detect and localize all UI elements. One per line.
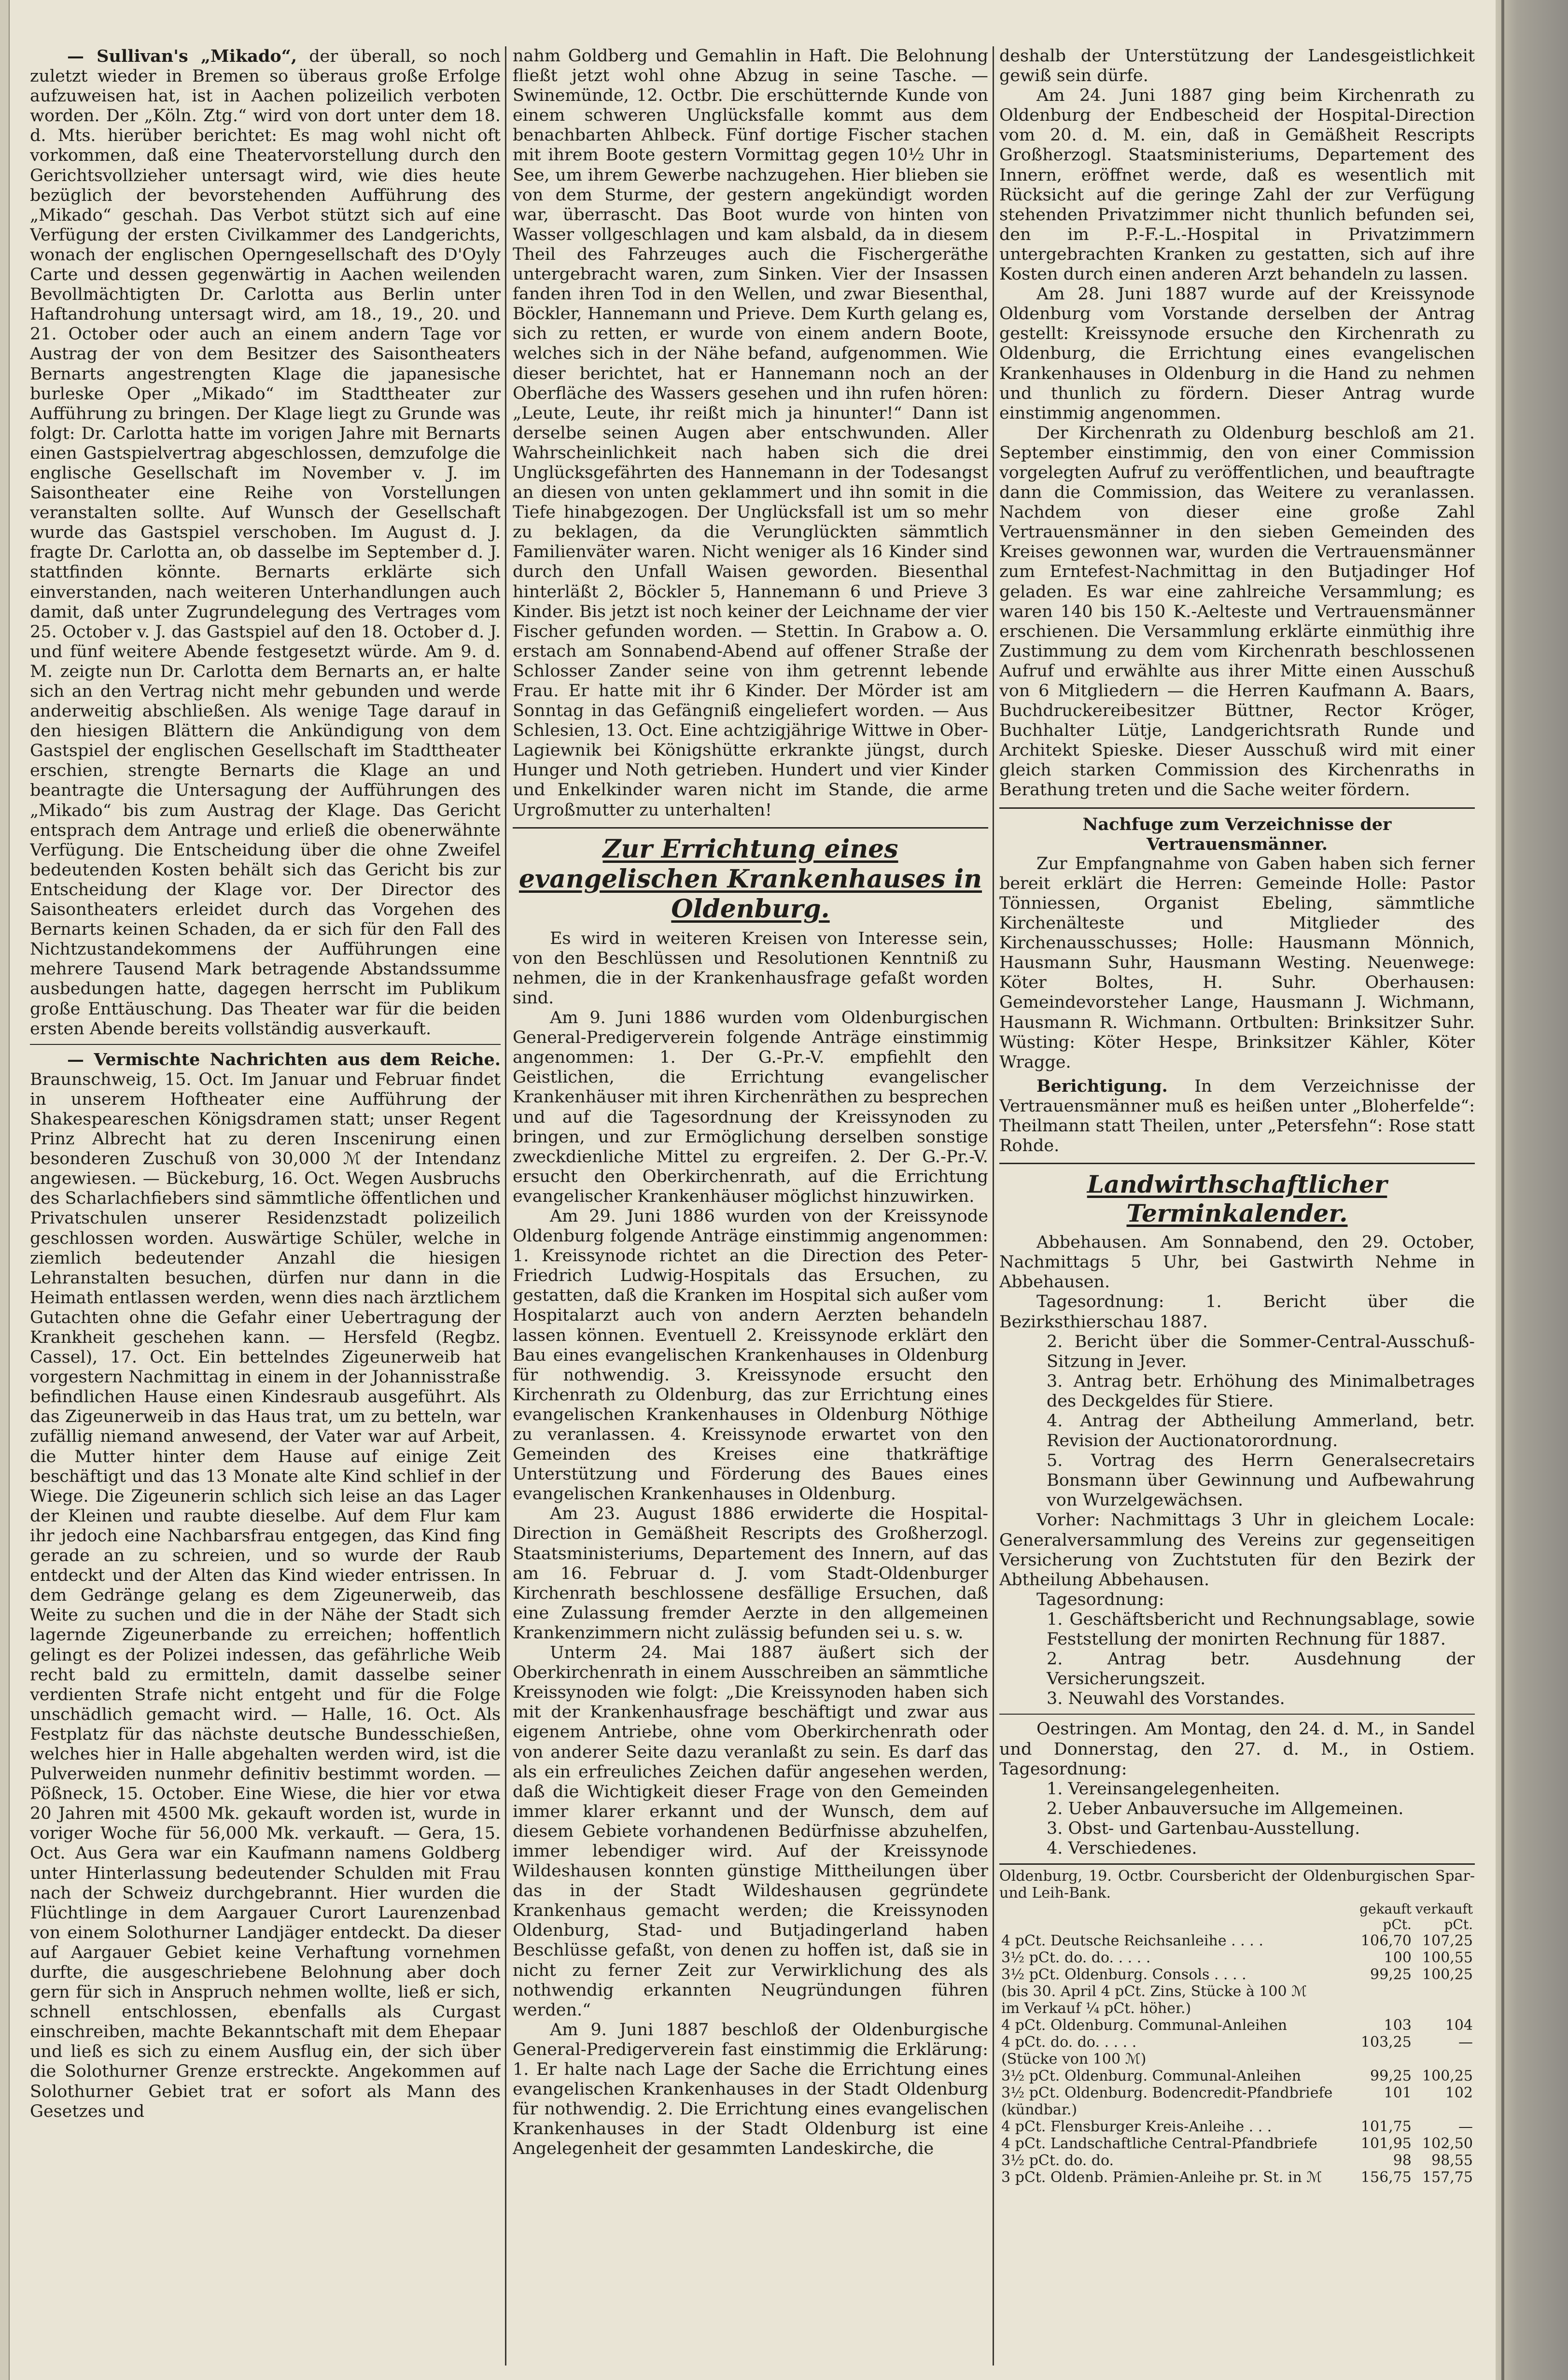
table-row — [999, 1983, 1475, 2000]
table-row — [999, 2034, 1475, 2051]
divider — [999, 1163, 1475, 1164]
price-sold: — — [1458, 2118, 1473, 2136]
table-row — [999, 2169, 1475, 2186]
price-bought: 101,75 — [1360, 2118, 1412, 2136]
price-sold: 104 — [1445, 2017, 1473, 2034]
krankenhaus-headline: Zur Errichtung eines evangelischen Krankenhauses in Oldenburg. — [518, 834, 982, 924]
security-name: 3½ pCt. do. do. . . . . — [1001, 1949, 1151, 1967]
price-bought: 101 — [1384, 2084, 1412, 2102]
price-bought — [1353, 2000, 1414, 2017]
price-sold: 100,55 — [1422, 1949, 1473, 1967]
price-bought: 156,75 — [1360, 2169, 1412, 2186]
price-sold — [1414, 1983, 1475, 2000]
krankenhaus-paragraph: Am 29. Juni 1886 wurden von der Kreissynode Oldenburg folgende Anträge einstimmig angenommen: 1. Kreissynode richtet an die Direction des Peter-Friedrich Ludwig-Hospitals das Ersuchen, zu gestatten, daß die Kranken im Hospital sich außer vom Hospitalarzt auch von andern Aerzten behandeln lassen können. Eventuell 2. Kreissynode erklärt den Bau eines evangelischen Krankenhauses in Oldenburg für nothwendig. 3. Kreissynode ersucht den Kirchenrath zu Oldenburg, das zur Errichtung eines evangelischen Krankenhauses in Oldenburg Nöthige zu veranlassen. 4. Kreissynode erwartet von den Gemeinden des Kreises eine thatkräftige Unterstützung und Förderung des Baues eines evangelischen Krankenhauses in Oldenburg. — [513, 1206, 988, 1504]
column-1 — [30, 46, 501, 2366]
krankenhaus-paragraph: Am 9. Juni 1887 beschloß der Oldenburgische General-Predigerverein fast einstimmig die Erklärung: 1. Er halte nach Lage der Sache die Errichtung eines evangelischen Krankenhauses in der Stadt Oldenburg für nothwendig. 2. Die Errichtung eines evangelischen Krankenhauses in der Stadt Oldenburg ist eine Angelegenheit der gesammten Landeskirche, die — [513, 2020, 988, 2159]
vorher-text: Vorher: Nachmittags 3 Uhr in gleichem Locale: Generalversammlung des Vereins zur gegenseitigen Versicherung von Zuchtstuten für den Bezirk der Abtheilung Abbehausen. — [999, 1510, 1475, 1590]
table-header-row — [999, 1917, 1475, 1932]
reich-text: Braunschweig, 15. Oct. Im Januar und Februar findet in unserem Hoftheater eine Aufführung der Shakespeareschen Königsdramen statt; unser Regent Prinz Albrecht hat zu deren Inscenirung einen besonderen Zuschuß von 30,000 ℳ der Intendanz angewiesen. — Bückeburg, 16. Oct. Wegen Ausbruchs des Scharlachfiebers sind sämmtliche öffentlichen und Privatschulen unserer Residenzstadt polizeilich geschlossen worden. Auswärtige Schüler, welche in ziemlich bedeutender Anzahl die hiesigen Lehranstalten besuchen, dürfen nur dann in die Heimath entlassen werden, wenn dies nach ärztlichem Gutachten ohne die Gefahr einer Uebertragung der Krankheit geschehen kann. — Hersfeld (Regbz. Cassel), 17. Oct. Ein bettelndes Zigeunerweib hat vorgestern Nachmittag in einem in der Johannisstraße befindlichen Hause einen Kindesraub ausgeführt. Als das Zigeunerweib in das Haus trat, um zu betteln, war zufällig niemand anwesend, der Vater war auf Arbeit, die Mutter hinter dem Hause auf einige Zeit beschäftigt und das 13 Monate alte Kind schlief in der Wiege. Die Zigeunerin schlich sich leise an das Lager der Kleinen und raubte dieselbe. Auf dem Flur kam ihr jedoch eine Nachbarsfrau entgegen, das Kind fing gerade an zu schreien, und so wurde der Raub entdeckt und der Alten das Kind wieder entrissen. In dem Gedränge gelang es dem Zigeunerweib, das Weite zu suchen und die in der Nähe der Stadt sich lagernde Zigeunerbande zu erreichen; hoffentlich gelingt es der Polizei indessen, das gefährliche Weib recht bald zu ermitteln, damit dasselbe seiner verdienten Strafe nicht entgeht und für die Folge unschädlich gemacht wird. — Halle, 16. Oct. Als Festplatz für das nächste deutsche Bundesschießen, welches hier in Halle abgehalten werden wird, ist die Pulverweiden nunmehr definitiv bestimmt worden. — Pößneck, 15. October. Eine Wiese, die hier vor etwa 20 Jahren mit 4500 Mk. gekauft worden ist, wurde in voriger Woche für 56,000 Mk. verkauft. — Gera, 15. Oct. Aus Gera war ein Kaufmann namens Goldberg unter Hinterlassung bedeutender Schulden mit Frau nach der Schweiz durchgebrannt. Hier wurden die Flüchtlinge in dem Aargauer Curort Laurenzenbad von einem Solothurner Landjäger entdeckt. Da dieser auf Aargauer Gebiet keine Verhaftung vornehmen durfte, die ausgeschriebene Belohnung aber doch gern für sich in Anspruch nehmen wollte, ließ er sich, schnell entschlossen, ebenfalls als Curgast einschreiben, machte Bekanntschaft mit dem Ehepaar und ließ es sich zu einem Ausflug ein, der sich über die Solothurner Grenze erstreckte. Angekommen auf Solothurner Gebiet trat er sofort als Mann des Gesetzes und — [30, 1070, 501, 2121]
list-item: 4. Verschiedenes. — [1047, 1838, 1197, 1858]
price-bought: 99,25 — [1370, 1966, 1412, 1984]
price-bought: 98 — [1393, 2152, 1412, 2169]
table-row — [999, 2152, 1475, 2169]
mikado-article — [30, 46, 501, 1039]
price-bought — [1353, 2101, 1414, 2118]
abbehausen-intro: Abbehausen. Am Sonnabend, den 29. October, Nachmittags 5 Uhr, bei Gastwirth Nehme in Abbehausen. — [999, 1233, 1475, 1292]
right-page-edge — [1496, 0, 1568, 2380]
list-item: 2. Ueber Anbauversuche im Allgemeinen. — [1047, 1799, 1404, 1818]
list-item: 4. Antrag der Abtheilung Ammerland, betr. Revision der Auctionatorordnung. — [1047, 1411, 1475, 1451]
header-gekauft: gekauft — [1359, 1901, 1412, 1917]
price-sold: — — [1458, 2034, 1473, 2051]
header-verkauft: verkauft — [1415, 1901, 1473, 1917]
security-name: 4 pCt. do. do. . . . . — [1001, 2034, 1137, 2051]
price-sold: 102 — [1445, 2084, 1473, 2102]
table-row — [999, 2101, 1475, 2118]
berichtigung-label: Berichtigung. — [1036, 1076, 1168, 1096]
tagesordnung-label: Tagesordnung: — [1036, 1590, 1164, 1609]
krankenhaus-paragraph: Der Kirchenrath zu Oldenburg beschloß am 21. September einstimmig, den von einer Commission vorgelegten Aufruf zu veröffentlichen, und beauftragte dann die Commission, das Weitere zu veranlassen. Nachdem von dieser eine große Zahl Vertrauensmänner in den sieben Gemeinden des Kreises gewonnen war, wurden die Vertrauensmänner zum Erntefest-Nachmittag in den Butjadinger Hof geladen. Es war eine zahlreiche Versammlung; es waren 140 bis 150 K.-Aelteste und Vertrauensmänner erschienen. Die Versammlung erklärte einmüthig ihre Zustimmung zu dem vom Kirchenrath beschlossenen Aufruf und erwählte aus ihrer Mitte einen Ausschuß von 6 Mitgliedern — die Herren Kaufmann A. Baars, Buchdruckereibesitzer Büttner, Rector Kröger, Buchhalter Lütje, Landgerichtsrath Runde und Architekt Spieske. Dieser Ausschuß wird mit einer gleich starken Commission des Kirchenraths in Berathung treten und die Sache weiter fördern. — [999, 423, 1475, 800]
price-sold: 98,55 — [1431, 2152, 1473, 2169]
security-name: 3½ pCt. Oldenburg. Communal-Anleihen — [1001, 2068, 1302, 2085]
oestringen-intro: Oestringen. Am Montag, den 24. d. M., in Sandel und Donnerstag, den 27. d. M., in Ostiem. Tagesordnung: — [999, 1719, 1475, 1779]
divider — [513, 827, 988, 829]
coursbericht — [999, 1863, 1475, 2186]
table-row — [999, 2084, 1475, 2101]
security-name: (kündbar.) — [1001, 2101, 1078, 2119]
list-item: 1. Geschäftsbericht und Rechnungsablage, sowie Feststellung der monirten Rechnung für 1887. — [1047, 1609, 1475, 1649]
nachfuge-text: Zur Empfangnahme von Gaben haben sich ferner bereit erklärt die Herren: Gemeinde Holle: Pastor Tönniessen, Organist Ebeling, sämmtliche Kirchenälteste und Mitglieder des Kirchenausschusses; Holle: Hausmann Mönnich, Hausmann Suhr, Hausmann Westing. Neuenwege: Köter Boltes, H. Suhr. Oberhausen: Gemeindevorsteher Lange, Hausmann J. Wichmann, Hausmann R. Wichmann. Ortbulten: Brinksitzer Suhr. Wüsting: Köter Hespe, Brinksitzer Kähler, Köter Wragge. — [999, 854, 1475, 1072]
table-row — [999, 1966, 1475, 1983]
price-sold: 107,25 — [1422, 1932, 1473, 1950]
security-name: (bis 30. April 4 pCt. Zins, Stücke à 100 ℳ — [1001, 1983, 1307, 2000]
oestringen-items — [999, 1779, 1475, 1859]
security-name: 3½ pCt. Oldenburg. Consols . . . . — [1001, 1966, 1246, 1984]
price-bought: 101,95 — [1360, 2135, 1412, 2153]
price-bought: 99,25 — [1370, 2068, 1412, 2085]
price-sold: 100,25 — [1422, 1966, 1473, 1984]
divider — [30, 1044, 501, 1045]
krankenhaus-continued: deshalb der Unterstützung der Landesgeistlichkeit gewiß sein dürfe. — [999, 46, 1475, 86]
price-sold: 102,50 — [1422, 2135, 1473, 2153]
krankenhaus-paragraph: Am 28. Juni 1887 wurde auf der Kreissynode Oldenburg vom Vorstande derselben der Antrag gestellt: Kreissynode ersuche den Kirchenrath zu Oldenburg, die Errichtung eines evangelischen Krankenhauses in Oldenburg in die Hand zu nehmen und thunlich zu fördern. Dieser Antrag wurde einstimmig angenommen. — [999, 284, 1475, 423]
price-sold — [1414, 2000, 1475, 2017]
abbehausen-tagesordnung: Tagesordnung: 1. Bericht über die Bezirksthierschau 1887. — [999, 1292, 1475, 1332]
column-rule-2 — [993, 46, 994, 2366]
security-name: (Stücke von 100 ℳ) — [1001, 2051, 1147, 2068]
krankenhaus-paragraph: Unterm 24. Mai 1887 äußert sich der Oberkirchenrath in einem Ausschreiben an sämmtliche Kreissynoden wie folgt: „Die Kreissynoden haben sich mit der Krankenhausfrage beschäftigt und zwar aus eigenem Antriebe, ohne vom Oberkirchenrath oder von anderer Seite dazu veranlaßt zu sein. Es darf das als ein erfreuliches Zeichen dafür angesehen werden, daß die Wichtigkeit dieser Frage von den Gemeinden immer klarer erkannt und der Wunsch, dem auf diesem Gebiete vorhandenen Bedürfnisse abzuhelfen, immer lebendiger wird. Auf der Kreissynode Wildeshausen konnten günstige Mittheilungen über das in der Stadt Wildeshausen gegründete Krankenhaus gemacht werden; die Kreissynoden Oldenburg, Stad- und Butjadingerland haben Beschlüsse gefaßt, von denen zu hoffen ist, daß sie in nicht zu ferner Zeit zur Verwirklichung des als nothwendig erkannten Neugründungen führen werden.“ — [513, 1643, 988, 2020]
mikado-text: der überall, so noch zuletzt wieder in Bremen so überaus große Erfolge aufzuweisen hat, ist in Aachen polizeilich verboten worden. Der „Köln. Ztg.“ wird von dort unter dem 18. d. Mts. hierüber berichtet: Es mag wohl nicht oft vorkommen, daß eine Theatervorstellung durch den Gerichtsvollzieher untersagt wird, wie dies heute bezüglich der bevorstehenden Aufführung des „Mikado“ geschah. Das Verbot stützt sich auf eine Verfügung der ersten Civilkammer des Landgerichts, wonach der englischen Operngesellschaft des D'Oyly Carte und dessen gegenwärtig in Aachen weilenden Bevollmächtigten Dr. Carlotta aus Berlin unter Haftandrohung untersagt wird, am 18., 19., 20. und 21. October oder auch an einem andern Tage vor Austrag der von dem Besitzer des Saisontheaters Bernarts angestrengten Klage die japanesische burleske Oper „Mikado“ im Stadttheater zur Aufführung zu bringen. Der Klage liegt zu Grunde was folgt: Dr. Carlotta hatte im vorigen Jahre mit Bernarts einen Gastspielvertrag abgeschlossen, demzufolge die englische Gesellschaft im November v. J. im Saisontheater eine Reihe von Vorstellungen veranstalten sollte. Auf Wunsch der Gesellschaft wurde das Gastspiel verschoben. Im August d. J. fragte Dr. Carlotta an, ob dasselbe im September d. J. stattfinden könnte. Bernarts erklärte sich einverstanden, nach weiteren Unterhandlungen auch damit, daß unter Zugrundelegung des Vertrages vom 25. October v. J. das Gastspiel auf den 18. October d. J. und fünf weitere Abende festgesetzt würde. Am 9. d. M. zeigte nun Dr. Carlotta dem Bernarts an, er halte sich an den Vertrag nicht mehr gebunden und werde anderweitig abschließen. Als wenige Tage darauf in den hiesigen Blättern die Ankündigung von dem Gastspiel der englischen Gesellschaft im Stadttheater erschien, strengte Bernarts die Klage an und beantragte die Untersagung der Aufführungen des „Mikado“ bis zum Austrag der Klage. Das Gericht entsprach dem Antrage und erließ die obenerwähnte Verfügung. Die Entscheidung über die ohne Zweifel bedeutenden Kosten behält sich das Gericht bis zur Entscheidung der Klage vor. Der Director des Saisontheaters erleidet durch das Vorgehen des Bernarts keinen Schaden, da er sich für den Fall des Nichtzustandekommens der Aufführungen eine mehrere Tausend Mark betragende Abstandssumme ausbedungen hatte, dagegen herrscht im Publikum große Enttäuschung. Das Theater war für die beiden ersten Abende bereits vollständig ausverkauft. — [30, 47, 501, 1039]
table-row — [999, 2017, 1475, 2034]
kalender-heading: Landwirthschaftlicher Terminkalender. — [1087, 1170, 1387, 1228]
security-name: im Verkauf ¼ pCt. höher.) — [1001, 2000, 1191, 2017]
list-item: 3. Obst- und Gartenbau-Ausstellung. — [1047, 1818, 1360, 1838]
security-name: 4 pCt. Landschaftliche Central-Pfandbriefe — [1001, 2135, 1317, 2153]
security-name: 4 pCt. Oldenburg. Communal-Anleihen — [1001, 2017, 1288, 2034]
column-rule-1 — [505, 46, 506, 2366]
tagesordnung-items — [999, 1610, 1475, 1709]
column-2 — [513, 46, 988, 2366]
table-row — [999, 1932, 1475, 1949]
table-row — [999, 1949, 1475, 1966]
list-item: 2. Bericht über die Sommer-Central-Ausschuß-Sitzung in Jever. — [1047, 1332, 1475, 1371]
reich-article — [30, 1050, 501, 2122]
price-bought: 100 — [1384, 1949, 1412, 1967]
table-row — [999, 2135, 1475, 2152]
page-edge-shadow — [1501, 0, 1504, 2380]
berichtigung-text: In dem Verzeichnisse der Vertrauensmänner muß es heißen unter „Bloherfelde“: Theilmann statt Theilen, unter „Petersfehn“: Rose statt Rohde. — [999, 1076, 1475, 1156]
krankenhaus-paragraph: Es wird in weiteren Kreisen von Interesse sein, von den Beschlüssen und Resolutionen Kenntniß zu nehmen, die in der Krankenhausfrage gefaßt worden sind. — [513, 929, 988, 1008]
price-sold — [1414, 2101, 1475, 2118]
coursbericht-rows — [999, 1932, 1475, 2186]
security-name: 4 pCt. Deutsche Reichsanleihe . . . . — [1001, 1932, 1263, 1950]
price-bought: 103 — [1384, 2017, 1412, 2034]
price-sold: 100,25 — [1422, 2068, 1473, 2085]
security-name: 4 pCt. Flensburger Kreis-Anleihe . . . — [1001, 2118, 1272, 2136]
krankenhaus-paragraph: Am 23. August 1886 erwiderte die Hospital-Direction in Gemäßheit Rescripts des Großherzogl. Staatsministeriums, Departement des Innern, auf das am 16. Februar d. J. vom Stadt-Oldenburger Kirchenrath beschlossene desfällige Ersuchen, daß eine Zulassung fremder Aerzte in den allgemeinen Krankenzimmern nicht zulässig befunden sei u. s. w. — [513, 1504, 988, 1643]
header-unit: pCt. — [1444, 1916, 1473, 1933]
table-row — [999, 2051, 1475, 2068]
price-bought — [1353, 2051, 1414, 2068]
coursbericht-table — [999, 1901, 1475, 2186]
nachfuge-heading: Nachfuge zum Verzeichnisse der Vertrauensmänner. — [1082, 814, 1392, 854]
krankenhaus-paragraph: Am 9. Juni 1886 wurden vom Oldenburgischen General-Predigerverein folgende Anträge einstimmig angenommen: 1. Der G.-Pr.-V. empfiehlt den Geistlichen, die Errichtung evangelischer Krankenhäuser mit ihren Kirchenräthen zu besprechen und auf die Tagesordnung der Kreissynoden zu bringen, und zur Ermöglichung derselben sonstige zweckdienliche Mittel zu ergreifen. 2. Der G.-Pr.-V. ersucht den Oberkirchenrath, auf die Errichtung evangelischer Krankenhäuser möglichst hinzuwirken. — [513, 1008, 988, 1206]
mikado-heading: — Sullivan's „Mikado“, — [67, 46, 297, 66]
list-item: 1. Vereinsangelegenheiten. — [1047, 1779, 1280, 1799]
list-item: 2. Antrag betr. Ausdehnung der Versicherungszeit. — [1047, 1649, 1475, 1689]
coursbericht-title: Oldenburg, 19. Octbr. Coursbericht der Oldenburgischen Spar- und Leih-Bank. — [999, 1868, 1475, 1902]
price-bought: 106,70 — [1360, 1932, 1412, 1950]
continued-news: nahm Goldberg und Gemahlin in Haft. Die Belohnung fließt jetzt wohl ohne Abzug in seine Tasche. — Swinemünde, 12. Octbr. Die erschütternde Kunde von einem schweren Unglücksfalle kommt aus dem benachbarten Ahlbeck. Fünf dortige Fischer stachen mit ihrem Boote gestern Vormittag gegen 10½ Uhr in See, um ihrem Gewerbe nachzugehen. Hier blieben sie von dem Sturme, der gestern angekündigt worden war, überrascht. Das Boot wurde von hinten von Wasser vollgeschlagen und kam alsbald, da in diesem Theil des Fahrzeuges auch die Fischergeräthe untergebracht waren, zum Sinken. Vier der Insassen fanden ihren Tod in den Wellen, und zwar Biesenthal, Böckler, Hannemann und Prieve. Dem Kurth gelang es, sich zu retten, er wurde von einem andern Boote, welches sich in der Nähe befand, aufgenommen. Wie dieser berichtet, hat er Hannemann noch an der Oberfläche des Wassers gesehen und ihn rufen hören: „Leute, Leute, ihr reißt mich ja hinunter!“ Dann ist derselbe seinen Augen aber entschwunden. Aller Wahrscheinlichkeit nach haben sich die drei Unglücksgefährten des Hannemann in der Todesangst an diesen von unten geklammert und ihn somit in die Tiefe hinabgezogen. Der Unglücksfall ist um so mehr zu beklagen, da die Verunglückten sämmtlich Familienväter waren. Nicht weniger als 16 Kinder sind durch den Unfall Waisen geworden. Biesenthal hinterläßt 2, Böckler 5, Hannemann 6 und Prieve 3 Kinder. Bis jetzt ist noch keiner der Leichname der vier Fischer gefunden worden. — Stettin. In Grabow a. O. erstach am Sonnabend-Abend auf offener Straße der Schlosser Zander seine von ihm getrennt lebende Frau. Er hatte mit ihr 6 Kinder. Der Mörder ist am Sonntag in das Gefängniß eingeliefert worden. — Aus Schlesien, 13. Oct. Eine achtzigjährige Wittwe in Ober-Lagiewnik bei Königshütte erkrankte jüngst, durch Hunger und Noth getrieben. Hundert und vier Kinder und Enkelkinder waren nicht im Stande, die arme Urgroßmutter zu unterhalten! — [513, 46, 988, 820]
header-unit: pCt. — [1383, 1916, 1412, 1933]
list-item: 5. Vortrag des Herrn Generalsecretairs Bonsmann über Gewinnung und Aufbewahrung von Wurzelgewächsen. — [1047, 1451, 1475, 1510]
column-3 — [999, 46, 1475, 2366]
security-name: 3½ pCt. do. do. — [1001, 2152, 1114, 2169]
divider — [999, 807, 1475, 809]
price-sold: 157,75 — [1422, 2169, 1473, 2186]
left-page-gutter — [0, 0, 10, 2380]
table-row — [999, 2000, 1475, 2017]
reich-heading: — Vermischte Nachrichten aus dem Reiche. — [67, 1049, 501, 1070]
table-row — [999, 2068, 1475, 2084]
price-bought — [1353, 1983, 1414, 2000]
krankenhaus-paragraph: Am 24. Juni 1887 ging beim Kirchenrath zu Oldenburg der Endbescheid der Hospital-Direction vom 20. d. M. ein, daß in Gemäßheit Rescripts Großherzogl. Staatsministeriums, Departement des Innern, eröffnet werde, daß es wesentlich mit Rücksicht auf die geringe Zahl der zur Verfügung stehenden Privatzimmer nicht thunlich befunden sei, den im P.-F.-L.-Hospital in Privatzimmern untergebrachten Kranken zu gestatten, sich auf ihre Kosten durch einen anderen Arzt behandeln zu lassen. — [999, 86, 1475, 284]
berichtigung — [999, 1076, 1475, 1156]
list-item: 3. Antrag betr. Erhöhung des Minimalbetrages des Deckgeldes für Stiere. — [1047, 1371, 1475, 1411]
security-name: 3 pCt. Oldenb. Prämien-Anleihe pr. St. in ℳ — [1001, 2169, 1322, 2186]
security-name: 3½ pCt. Oldenburg. Bodencredit-Pfandbriefe — [1001, 2084, 1333, 2102]
divider — [999, 1714, 1475, 1715]
price-sold — [1414, 2051, 1475, 2068]
table-header-row — [999, 1901, 1475, 1917]
abbehausen-items — [999, 1332, 1475, 1511]
table-row — [999, 2118, 1475, 2135]
price-bought: 103,25 — [1360, 2034, 1412, 2051]
list-item: 3. Neuwahl des Vorstandes. — [1047, 1689, 1285, 1709]
